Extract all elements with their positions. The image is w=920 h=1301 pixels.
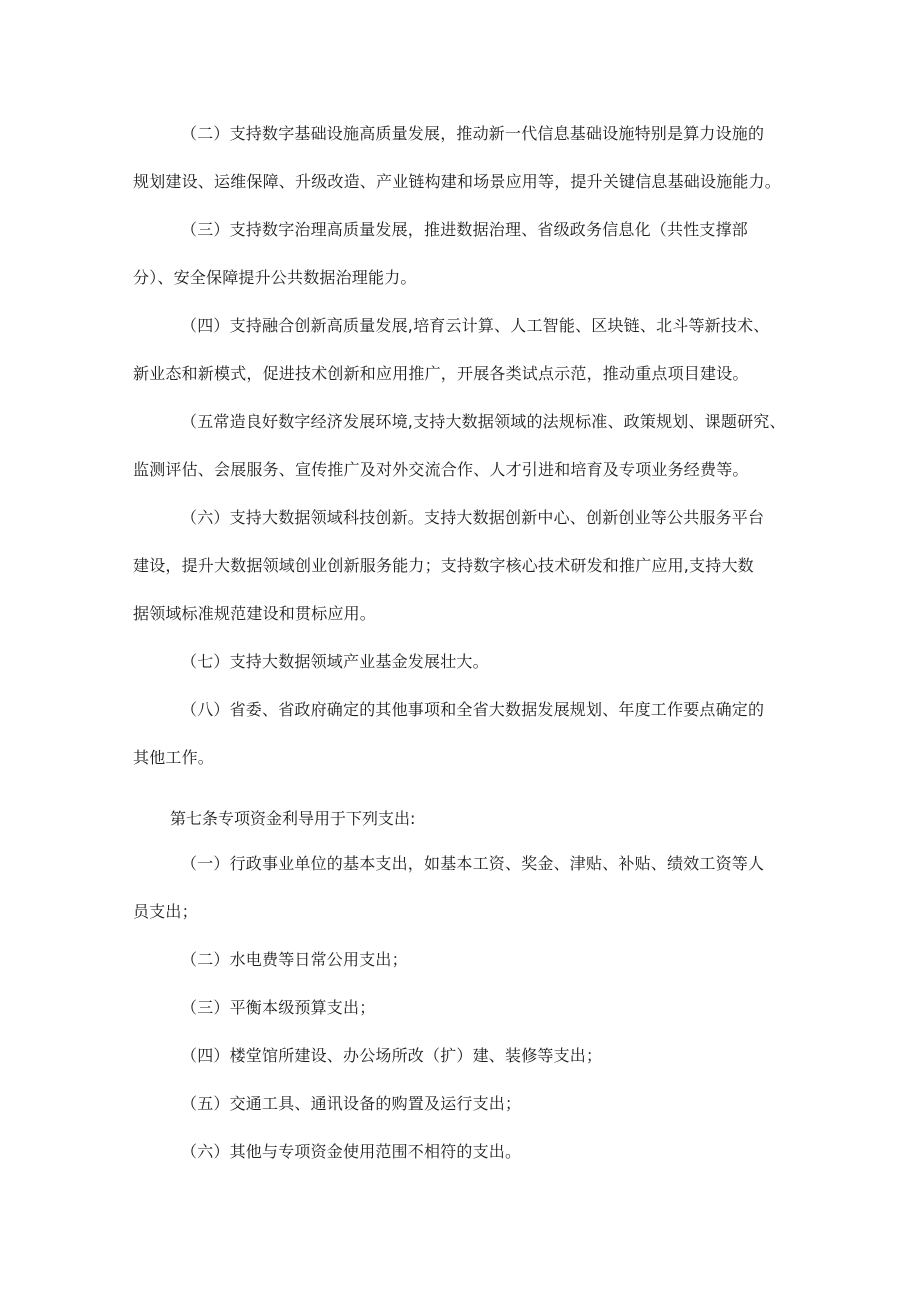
paragraph-line: （六）其他与专项资金使用范围不相符的支出。: [181, 1142, 522, 1161]
paragraph-line: 新业态和新模式，促进技术创新和应用推广，开展各类试点示范，推动重点项目建设。: [133, 364, 749, 383]
paragraph-line: （五常造良好数字经济发展环境,支持大数据领域的法规标准、政策规划、课题研究、: [181, 412, 786, 431]
paragraph-line: （七）支持大数据领域产业基金发展壮大。: [181, 652, 489, 671]
article-item-3: [133, 984, 801, 1032]
paragraph-line: 员支出；: [133, 902, 198, 921]
paragraph-line: 建设，提升大数据领域创业创新服务能力；支持数字核心技术研发和推广应用,支持大数: [133, 556, 754, 575]
paragraph-line: （六）支持大数据领域科技创新。支持大数据创新中心、创新创业等公共服务平台: [181, 508, 765, 527]
paragraph-item-4: [133, 302, 801, 398]
paragraph-item-3: [133, 206, 801, 302]
paragraph-line: 据领域标准规范建设和贯标应用。: [133, 604, 377, 623]
paragraph-item-6: [133, 494, 801, 638]
article-item-1: [133, 840, 801, 936]
paragraph-line: 分）、安全保障提升公共数据治理能力。: [133, 268, 417, 287]
paragraph-line: （三）平衡本级预算支出；: [181, 998, 376, 1017]
paragraph-line: 监测评估、会展服务、宣传推广及对外交流合作、人才引进和培育及专项业务经费等。: [133, 460, 749, 479]
article-heading: 第七条专项资金利导用于下列支出:: [170, 809, 416, 828]
paragraph-line: （八）省委、省政府确定的其他事项和全省大数据发展规划、年度工作要点确定的: [181, 700, 765, 719]
paragraph-line: （四）支持融合创新高质量发展,培育云计算、人工智能、区块链、北斗等新技术、: [181, 316, 770, 335]
paragraph-item-8: [133, 686, 801, 782]
paragraph-line: （五）交通工具、通讯设备的购置及运行支出；: [181, 1094, 522, 1113]
paragraph-item-5: [133, 398, 801, 494]
paragraph-line: （四）楼堂馆所建设、办公场所改（扩）建、装修等支出；: [181, 1046, 603, 1065]
paragraph-line: 规划建设、运维保障、升级改造、产业链构建和场景应用等，提升关键信息基础设施能力。: [133, 172, 782, 191]
paragraph-line: （二）水电费等日常公用支出；: [181, 950, 408, 969]
paragraph-line: （二）支持数字基础设施高质量发展，推动新一代信息基础设施特别是算力设施的: [181, 124, 765, 143]
paragraph-item-7: [133, 638, 801, 686]
paragraph-line: （一）行政事业单位的基本支出，如基本工资、奖金、津贴、补贴、绩效工资等人: [181, 854, 765, 873]
article-item-4: [133, 1032, 801, 1080]
article-item-5: [133, 1080, 801, 1128]
article-item-6: [133, 1128, 801, 1176]
paragraph-line: （三）支持数字治理高质量发展，推进数据治理、省级政务信息化（共性支撑部: [181, 220, 749, 239]
paragraph-item-2: [133, 110, 801, 206]
article-item-2: [133, 936, 801, 984]
paragraph-line: 其他工作。: [133, 748, 215, 767]
